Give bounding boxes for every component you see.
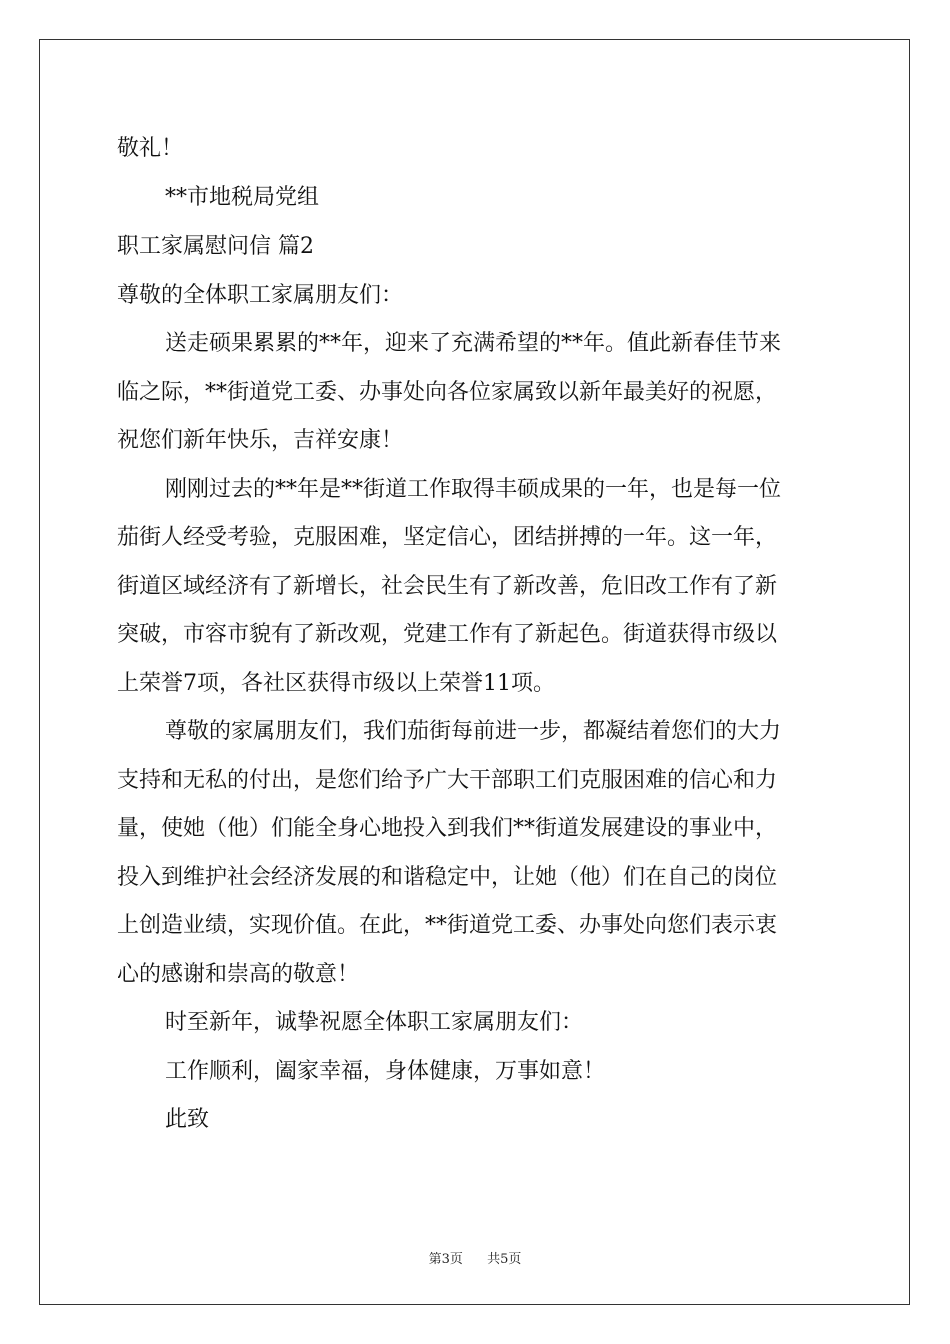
salutation: 尊敬的全体职工家属朋友们：: [117, 283, 404, 308]
closing-salute: 敬礼！: [117, 136, 184, 161]
closing-greeting: 时至新年，诚挚祝愿全体职工家属朋友们：: [165, 1010, 584, 1035]
page-footer: [0, 1248, 950, 1267]
paragraph-3: [117, 708, 837, 999]
paragraph-line: 临之际，**街道党工委、办事处向各位家属致以新年最美好的祝愿，: [117, 379, 778, 405]
paragraph-line: 支持和无私的付出，是您们给予广大干部职工们克服困难的信心和力: [117, 767, 778, 793]
paragraph-2: [117, 466, 837, 709]
paragraph-line: 尊敬的家属朋友们，我们茄街每前进一步，都凝结着您们的大力: [165, 719, 782, 744]
paragraph-line: 刚刚过去的**年是**街道工作取得丰硕成果的一年，也是每一位: [165, 476, 782, 502]
paragraph-line: 送走硕果累累的**年，迎来了充满希望的**年。值此新春佳节来: [165, 331, 782, 356]
paragraph-1: [117, 320, 837, 466]
paragraph-line: 投入到维护社会经济发展的和谐稳定中，让她（他）们在自己的岗位: [117, 864, 778, 890]
document-body: [117, 124, 837, 1145]
paragraph-line: 茄街人经受考验，克服困难，坚定信心，团结拼搏的一年。这一年，: [117, 525, 778, 550]
closing-cizhi: 此致: [165, 1107, 210, 1132]
paragraph-line: 祝您们新年快乐，吉祥安康！: [117, 428, 404, 453]
paragraph-line: 街道区域经济有了新增长，社会民生有了新改善，危旧改工作有了新: [117, 573, 778, 599]
page-total: 共5页: [487, 1252, 522, 1267]
paragraph-line: 上创造业绩，实现价值。在此，**街道党工委、办事处向您们表示衷: [117, 913, 778, 938]
paragraph-line: 量，使她（他）们能全身心地投入到我们**街道发展建设的事业中，: [117, 816, 778, 841]
closing-block: [117, 999, 837, 1145]
paragraph-line: 上荣誉7项，各社区获得市级以上荣誉11项。: [117, 670, 555, 696]
paragraph-line: 突破，市容市貌有了新改观，党建工作有了新起色。街道获得市级以: [117, 622, 778, 647]
page-number: 第3页: [428, 1252, 463, 1267]
signature-org: **市地税局党组: [165, 185, 320, 210]
closing-wishes: 工作顺利，阖家幸福，身体健康，万事如意！: [165, 1058, 606, 1084]
paragraph-line: 心的感谢和崇高的敬意！: [117, 961, 360, 987]
section-title: 职工家属慰问信 篇2: [117, 234, 314, 259]
